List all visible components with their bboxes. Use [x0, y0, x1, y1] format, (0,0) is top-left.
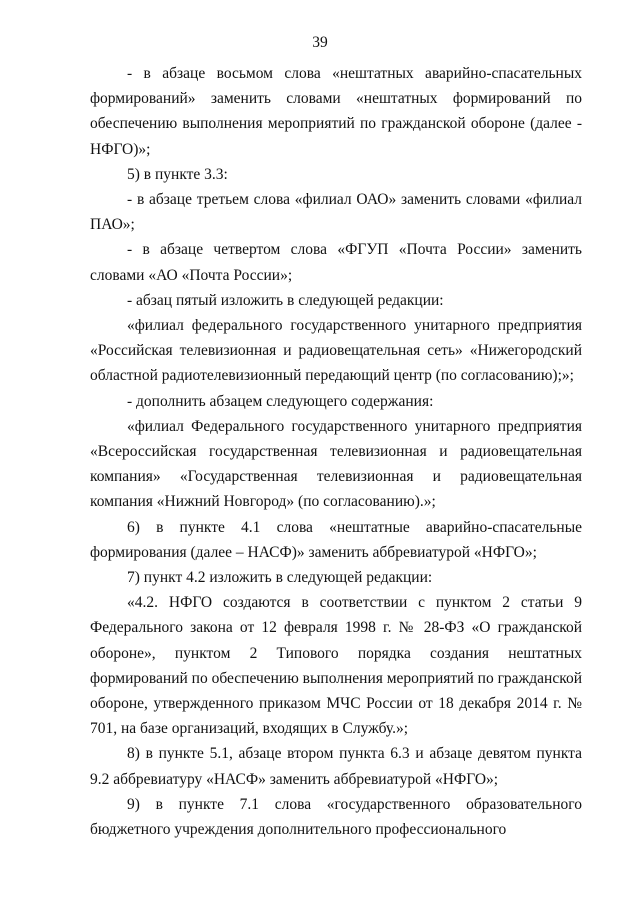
- paragraph-4: - в абзаце четвертом слова «ФГУП «Почта России» заменить словами «АО «Почта России»;: [90, 241, 582, 284]
- paragraph-12: 8) в пункте 5.1, абзаце втором пункта 6.3 и абзаце девятом пункта 9.2 аббревиатуру «НАСФ» заменить аббревиатурой «НФГО»;: [90, 745, 582, 788]
- paragraph-10: 7) пункт 4.2 изложить в следующей редакции:: [127, 569, 433, 587]
- paragraph-7: - дополнить абзацем следующего содержания:: [127, 392, 434, 410]
- document-body: [90, 61, 582, 842]
- paragraph-8: «филиал Федерального государственного унитарного предприятия «Всероссийская государственная телевизионная и радиовещательная компания» «Государственная телевизионная и радиовещательная компания «Нижний Новгород» (по согласованию).»;: [90, 417, 582, 511]
- page-number: 39: [312, 34, 328, 51]
- paragraph-9: 6) в пункте 4.1 слова «нештатные аварийно-спасательные формирования (далее – НАСФ)» заменить аббревиатурой «НФГО»;: [90, 518, 582, 561]
- paragraph-11: «4.2. НФГО создаются в соответствии с пунктом 2 статьи 9 Федерального закона от 12 февраля 1998 г. № 28-ФЗ «О гражданской обороне», пунктом 2 Типового порядка создания нештатных формирований по обеспечению выполнения мероприятий по гражданской обороне, утвержденного приказом МЧС России от 18 декабря 2014 г. № 701, на базе организаций, входящих в Службу.»;: [90, 594, 582, 738]
- paragraph-1: - в абзаце восьмом слова «нештатных аварийно-спасательных формирований» заменить словами «нештатных формирований по обеспечению выполнения мероприятий по гражданской обороне (далее - НФГО)»;: [90, 65, 582, 158]
- paragraph-13: 9) в пункте 7.1 слова «государственного образовательного бюджетного учреждения дополнительного профессионального: [90, 795, 582, 839]
- paragraph-5: - абзац пятый изложить в следующей редакции:: [127, 291, 444, 309]
- paragraph-2: 5) в пункте 3.3:: [127, 165, 228, 183]
- paragraph-6: «филиал федерального государственного унитарного предприятия «Российская телевизионная и радиовещательная сеть» «Нижегородский областной радиотелевизионный передающий центр (по согласованию);»;: [90, 317, 582, 385]
- paragraph-3: - в абзаце третьем слова «филиал ОАО» заменить словами «филиал ПАО»;: [90, 191, 582, 234]
